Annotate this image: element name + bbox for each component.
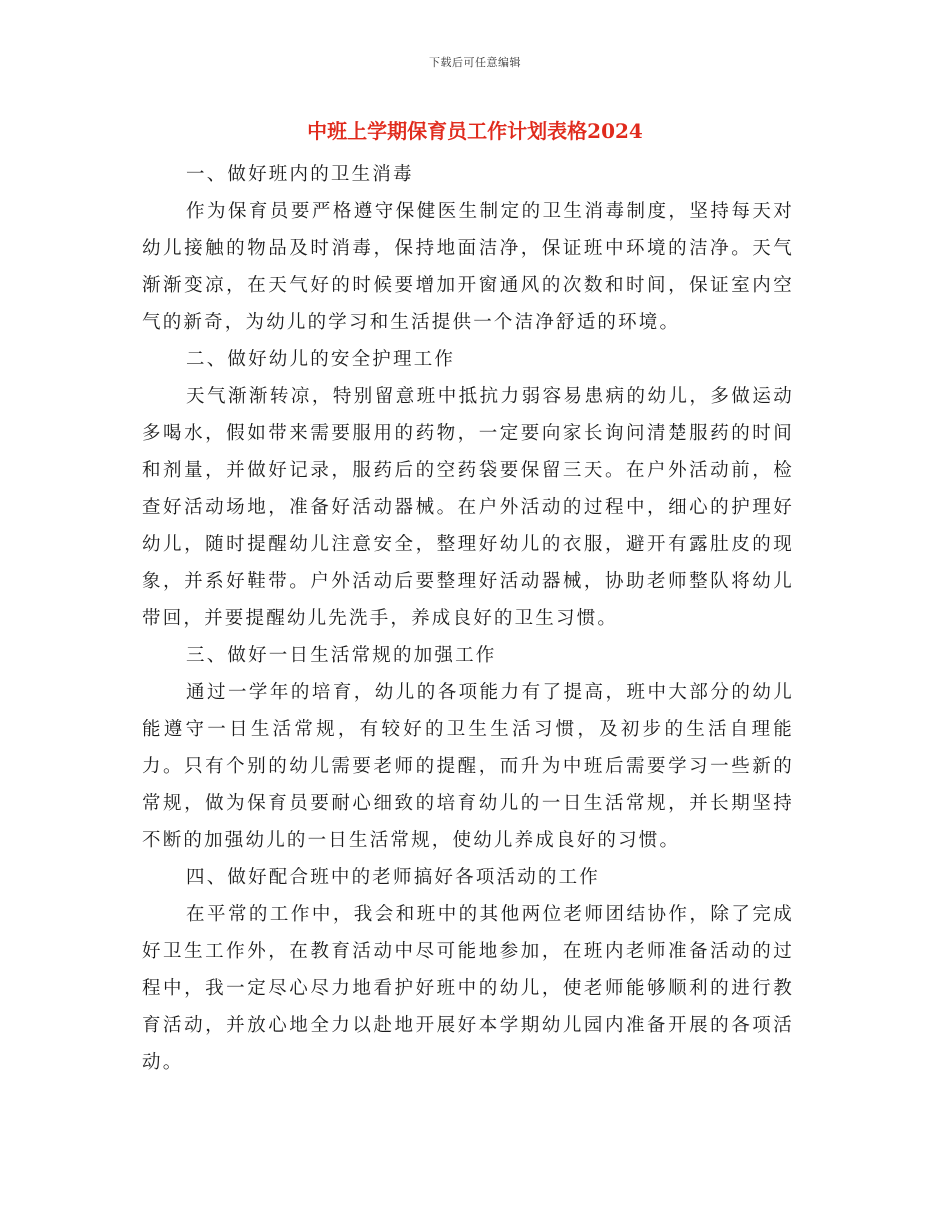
section-paragraph-3: 通过一学年的培育，幼儿的各项能力有了提高，班中大部分的幼儿能遵守一日生活常规，有较好的卫生生活习惯，及初步的生活自理能力。只有个别的幼儿需要老师的提醒，而升为中班后需要学习一些新的常规，做为保育员要耐心细致的培育幼儿的一日生活常规，并长期坚持不断的加强幼儿的一日生活常规，使幼儿养成良好的习惯。: [142, 682, 794, 851]
section-paragraph-1: 作为保育员要严格遵守保健医生制定的卫生消毒制度，坚持每天对幼儿接触的物品及时消毒，保持地面洁净，保证班中环境的洁净。天气渐渐变凉，在天气好的时候要增加开窗通风的次数和时间，保证室内空气的新奇，为幼儿的学习和生活提供一个洁净舒适的环境。: [142, 201, 794, 333]
section-heading-2: 二、做好幼儿的安全护理工作: [186, 349, 456, 370]
section-paragraph-2: 天气渐渐转凉，特别留意班中抵抗力弱容易患病的幼儿，多做运动多喝水，假如带来需要服用的药物，一定要向家长询问清楚服药的时间和剂量，并做好记录，服药后的空药袋要保留三天。在户外活动前，检查好活动场地，准备好活动器械。在户外活动的过程中，细心的护理好幼儿，随时提醒幼儿注意安全，整理好幼儿的衣服，避开有露肚皮的现象，并系好鞋带。户外活动后要整理好活动器械，协助老师整队将幼儿带回，并要提醒幼儿先洗手，养成良好的卫生习惯。: [142, 386, 794, 629]
section-paragraph-4: 在平常的工作中，我会和班中的其他两位老师团结协作，除了完成好卫生工作外，在教育活动中尽可能地参加，在班内老师准备活动的过程中，我一定尽心尽力地看护好班中的幼儿，使老师能够顺利的进行教育活动，并放心地全力以赴地开展好本学期幼儿园内准备开展的各项活动。: [142, 904, 794, 1073]
section-heading-3: 三、做好一日生活常规的加强工作: [186, 645, 497, 666]
document-title: 中班上学期保育员工作计划表格2024: [307, 119, 643, 143]
document-body: [142, 156, 794, 1081]
section-heading-4: 四、做好配合班中的老师搞好各项活动的工作: [186, 867, 601, 888]
section-heading-1: 一、做好班内的卫生消毒: [186, 164, 414, 185]
header-note: 下载后可任意编辑: [429, 56, 521, 69]
